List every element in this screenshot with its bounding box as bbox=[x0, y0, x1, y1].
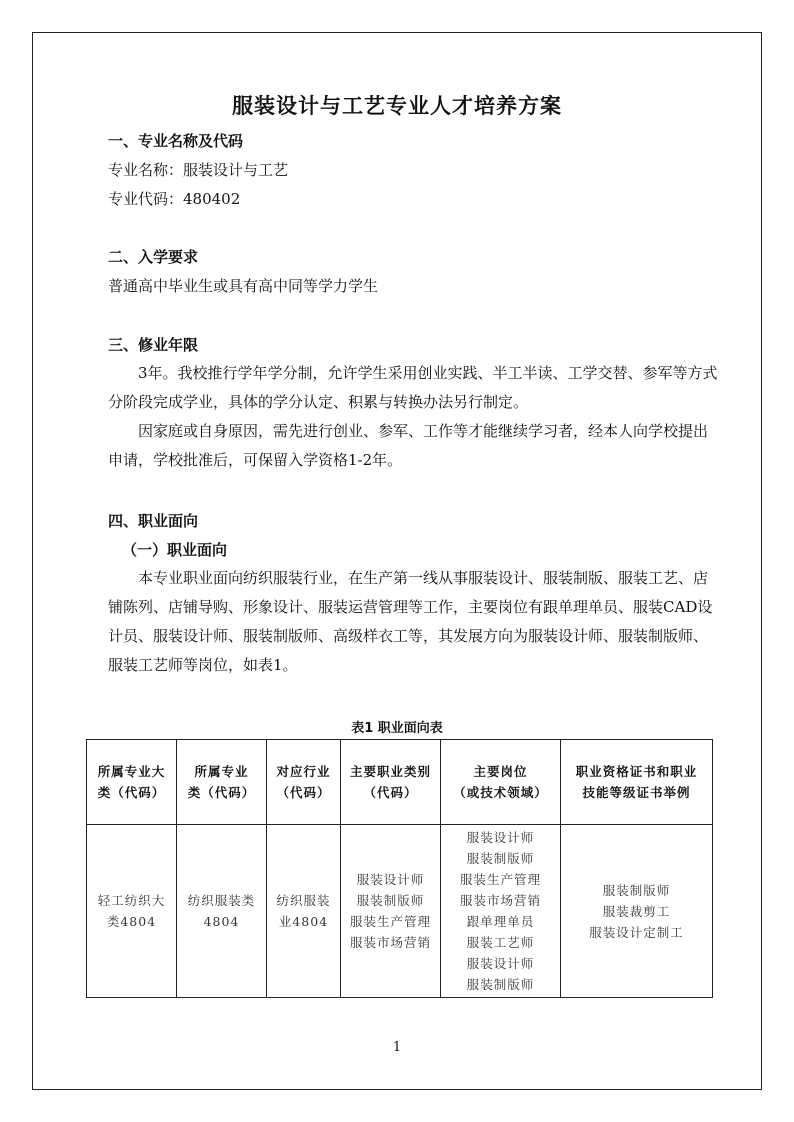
table-cell: 纺织服装 业4804 bbox=[267, 825, 341, 998]
table-caption: 表1 职业面向表 bbox=[351, 721, 443, 736]
table-cell: 轻工纺织大 类4804 bbox=[87, 825, 177, 998]
section-3-heading: 三、修业年限 bbox=[108, 336, 199, 354]
career-table bbox=[86, 739, 713, 998]
header-cell: 主要职业类别 （代码） bbox=[341, 740, 441, 825]
header-cell: 所属专业大 类（代码） bbox=[87, 740, 177, 825]
header-cell: 所属专业 类（代码） bbox=[177, 740, 267, 825]
major-code-line: 专业代码：480402 bbox=[108, 190, 241, 208]
admission-text: 普通高中毕业生或具有高中同等学力学生 bbox=[108, 277, 379, 295]
page-number: 1 bbox=[392, 1040, 402, 1055]
header-cell: 对应行业 （代码） bbox=[267, 740, 341, 825]
table-cell: 服装制版师 服装裁剪工 服装设计定制工 bbox=[561, 825, 713, 998]
section-2-heading: 二、入学要求 bbox=[108, 248, 199, 266]
career-block bbox=[108, 564, 720, 680]
table-cell: 服装设计师 服装制版师 服装生产管理 服装市场营销 bbox=[341, 825, 441, 998]
table-cell: 纺织服装类 4804 bbox=[177, 825, 267, 998]
duration-block bbox=[108, 359, 720, 475]
table-header-row bbox=[87, 740, 713, 825]
section-1-heading: 一、专业名称及代码 bbox=[108, 132, 244, 150]
duration-paragraph-2: 因家庭或自身原因，需先进行创业、参军、工作等才能继续学习者，经本人向学校提出申请，学校批准后，可保留入学资格1-2年。 bbox=[108, 422, 709, 469]
document-title: 服装设计与工艺专业人才培养方案 bbox=[232, 94, 562, 118]
table-row bbox=[87, 825, 713, 998]
career-paragraph: 本专业职业面向纺织服装行业，在生产第一线从事服装设计、服装制版、服装工艺、店铺陈列、店铺导购、形象设计、服装运营管理等工作，主要岗位有跟单理单员、服装CAD设计员、服装设计师、服装制版师、高级样衣工等，其发展方向为服装设计师、服装制版师、服装工艺师等岗位，如表1。 bbox=[108, 569, 713, 674]
section-4-heading: 四、职业面向 bbox=[108, 512, 199, 530]
table-cell: 服装设计师 服装制版师 服装生产管理 服装市场营销 跟单理单员 服装工艺师 服装设计师 服装制版师 bbox=[441, 825, 561, 998]
section-4-subheading: （一）职业面向 bbox=[122, 541, 228, 559]
major-name-line: 专业名称：服装设计与工艺 bbox=[108, 161, 289, 179]
header-cell: 主要岗位 （或技术领域） bbox=[441, 740, 561, 825]
duration-paragraph-1: 3年。我校推行学年学分制，允许学生采用创业实践、半工半读、工学交替、参军等方式分阶段完成学业，具体的学分认定、积累与转换办法另行制定。 bbox=[108, 364, 718, 411]
header-cell: 职业资格证书和职业 技能等级证书举例 bbox=[561, 740, 713, 825]
